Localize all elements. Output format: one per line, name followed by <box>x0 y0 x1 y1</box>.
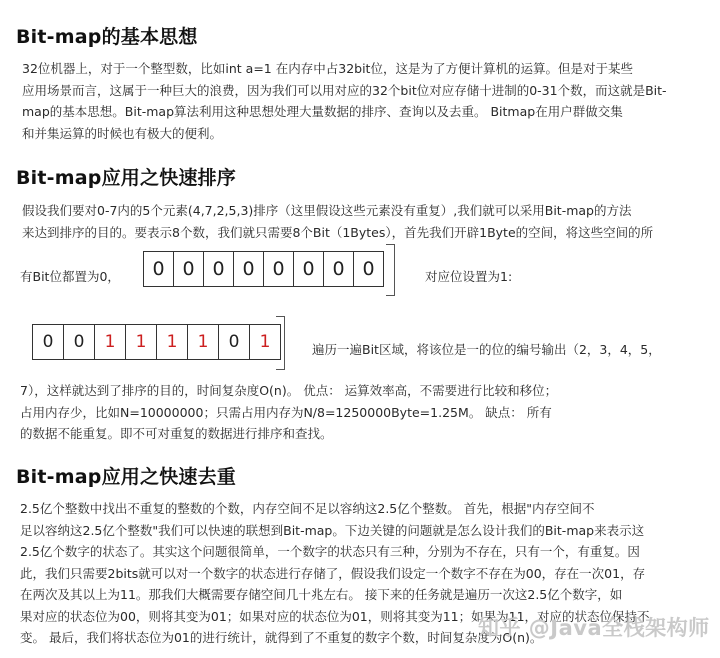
bit-cell: 0 <box>362 258 375 280</box>
bit-cell: 0 <box>264 252 294 286</box>
bitmap-filled <box>32 324 281 360</box>
text-line: 7），这样就达到了排序的目的，时间复杂度O(n)。 优点： 运算效率高，不需要进行比较和移位； <box>20 383 558 398</box>
bit-cell: 0 <box>219 325 250 359</box>
text-line: 2.5亿个整数中找出不重复的整数的个数，内存空间不足以容纳这2.5亿个整数。 首先，根据"内存空间不 <box>20 501 595 516</box>
text-line: 和并集运算的时候也有极大的便利。 <box>22 125 223 141</box>
section-title-dedup: Bit-map应用之快速去重 <box>16 466 236 488</box>
section-title-quick-sort: Bit-map应用之快速排序 <box>16 167 236 189</box>
bracket-line <box>276 316 285 370</box>
paragraph-quick-sort <box>22 200 702 243</box>
text-line: map的基本思想。Bit-map算法利用这种思想处理大量数据的排序、查询以及去重。 Bitmap在用户群做交集 <box>22 104 623 119</box>
bracket-line <box>386 244 395 296</box>
text-line: 2.5亿个数字的状态了。其实这个问题很简单，一个数字的状态只有三种，分别为不存在，只有一个，有重复。因 <box>20 544 640 559</box>
bit-cell: 1 <box>259 332 271 352</box>
text-line: 应用场景而言，这属于一种巨大的浪费，因为我们可以用对应的32个bit位对应存储十进制的0-31个数，而这就是Bit- <box>22 82 667 98</box>
paragraph-sort-result <box>20 380 710 445</box>
bit-cell: 1 <box>126 325 157 359</box>
text-line: 的数据不能重复。即不可对重复的数据进行排序和查找。 <box>20 426 333 441</box>
bit-cell: 1 <box>95 325 126 359</box>
text-after-bits: 对应位设置为1: <box>425 269 513 284</box>
bit-cell: 0 <box>324 252 354 286</box>
bit-cell: 0 <box>204 252 234 286</box>
bit-cell: 0 <box>294 252 324 286</box>
text-line: 来达到排序的目的。要表示8个数，我们就只需要8个Bit（1Bytes），首先我们开辟1Byte的空间，将这些空间的所 <box>22 224 654 240</box>
bit-cell: 0 <box>64 325 95 359</box>
bit-cell: 0 <box>234 252 264 286</box>
bitmap-empty <box>143 251 384 287</box>
text-line: 假设我们要对0-7内的5个元素(4,7,2,5,3)排序（这里假设这些元素没有重复）,我们就可以采用Bit-map的方法 <box>22 203 632 218</box>
text-line: 在两次及其以上为11。那我们大概需要存储空间几十兆左右。 接下来的任务就是遍历一次这2.5亿个数字，如 <box>20 587 623 602</box>
text-line: 此，我们只需要2bits就可以对一个数字的状态进行存储了，假设我们设定一个数字不存在为00，存在一次01，存 <box>20 565 646 581</box>
section-title-basic-idea: Bit-map的基本思想 <box>16 26 198 48</box>
paragraph-basic-idea <box>22 58 702 144</box>
bit-cell: 1 <box>188 325 219 359</box>
text-before-bits: 有Bit位都置为0， <box>20 269 120 284</box>
bit-cell: 1 <box>157 325 188 359</box>
text-line: 变。 最后，我们将状态位为01的进行统计，就得到了不重复的数字个数，时间复杂度为O(n)。 <box>20 630 543 645</box>
text-line: 占用内存少，比如N=10000000；只需占用内存为N/8=1250000Byte=1.25M。 缺点： 所有 <box>20 404 552 420</box>
text-line: 32位机器上，对于一个整型数，比如int a=1 在内存中占32bit位，这是为了方便计算机的运算。但是对于某些 <box>22 61 633 76</box>
text-line: 足以容纳这2.5亿个整数"我们可以快速的联想到Bit-map。下边关键的问题就是怎么设计我们的Bit-map来表示这 <box>20 522 645 538</box>
text-line: 果对应的状态位为00，则将其变为01；如果对应的状态位为01，则将其变为11；如果为11，对应的状态位保持不 <box>20 608 650 624</box>
bit-cell: 0 <box>144 252 174 286</box>
text-after-bits-2: 遍历一遍Bit区域，将该位是一的位的编号输出（2，3，4，5， <box>312 342 661 357</box>
bit-cell: 0 <box>33 325 64 359</box>
watermark: 知乎 @Java全栈架构师 <box>478 616 710 640</box>
bit-cell: 0 <box>174 252 204 286</box>
